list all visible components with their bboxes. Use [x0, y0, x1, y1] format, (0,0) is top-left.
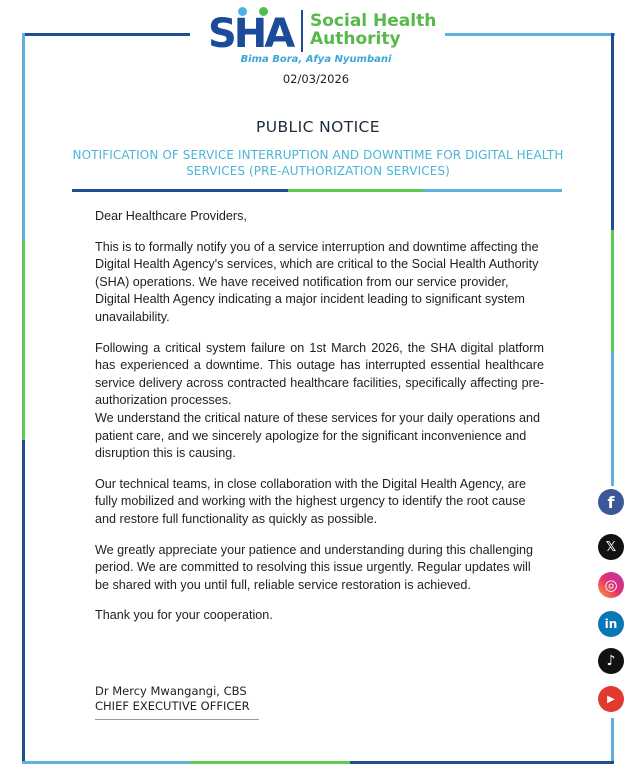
border-bottom-left — [22, 761, 190, 764]
border-bottom-mid — [190, 761, 350, 764]
paragraph: Our technical teams, in close collaboration with the Digital Health Agency, are fully mobilized and working with the highest urgency to identify the root cause and restore full functionality as quickly as possible. — [95, 476, 526, 526]
border-right-low — [611, 352, 614, 486]
signature-underline — [95, 719, 259, 720]
border-left-bottom — [22, 440, 25, 764]
tiktok-icon[interactable] — [598, 648, 624, 674]
linkedin-glyph: in — [604, 617, 618, 631]
divider-dark-blue — [72, 189, 288, 192]
signatory-name: Dr Mercy Mwangangi, CBS — [95, 684, 247, 698]
tagline: Bima Bora, Afya Nyumbani — [240, 54, 392, 65]
border-bottom-right — [350, 761, 614, 764]
x-icon[interactable] — [598, 534, 624, 560]
facebook-glyph: f — [607, 492, 615, 512]
paragraph: We greatly appreciate your patience and understanding during this challenging period. We are committed to resolving this issue urgently. Regular updates will be shared with you until full, reliable service restoration is achieved. — [95, 542, 534, 592]
org-name-line2: Authority — [310, 29, 401, 49]
logo-separator — [301, 10, 303, 52]
instagram-icon[interactable] — [598, 572, 624, 598]
paragraph: Following a critical system failure on 1st March 2026, the SHA digital platform has experienced a downtime. This outage has interrupted essential healthcare service delivery across contracted healthcare facilities, specifically affecting pre-authorization processes. — [95, 340, 544, 408]
closing: Thank you for your cooperation. — [95, 608, 273, 623]
border-right-bottom — [611, 718, 614, 764]
x-glyph: 𝕏 — [605, 539, 617, 555]
youtube-glyph: ▶ — [607, 693, 615, 705]
facebook-icon[interactable] — [598, 489, 624, 515]
linkedin-icon[interactable] — [598, 611, 624, 637]
page-title: PUBLIC NOTICE — [256, 118, 380, 136]
border-top-right — [445, 33, 615, 36]
border-left-mid — [22, 240, 25, 440]
signatory-title: CHIEF EXECUTIVE OFFICER — [95, 699, 250, 713]
youtube-icon[interactable] — [598, 686, 624, 712]
divider-green — [288, 189, 424, 192]
instagram-glyph: ◎ — [604, 576, 618, 594]
paragraph: We understand the critical nature of these services for your daily operations and patient care, and we sincerely apologize for the significant inconvenience and disruption this is causing. — [95, 410, 540, 461]
border-right-mid — [611, 230, 614, 352]
paragraph: This is to formally notify you of a service interruption and downtime affecting the Digital Health Agency's services, which are critical to the Social Health Authority (SHA) operations. We have received notification from our service provider, Digital Health Agency indicating a major incident leading to significant system unavailability. — [95, 239, 539, 324]
divider-light-blue — [424, 189, 562, 192]
org-name-line1: Social Health — [310, 11, 437, 31]
notice-date: 02/03/2026 — [282, 72, 350, 86]
notice-subtitle: NOTIFICATION OF SERVICE INTERRUPTION AND DOWNTIME FOR DIGITAL HEALTH SERVICES (PRE-AUTHORIZATION SERVICES) — [72, 148, 564, 178]
notice-body — [95, 208, 544, 635]
org-name — [310, 12, 436, 48]
tiktok-glyph: ♪ — [606, 653, 616, 669]
logo-wordmark: SHA — [208, 11, 293, 57]
salutation: Dear Healthcare Providers, — [95, 209, 247, 223]
sha-logo — [208, 4, 448, 57]
border-top-left — [22, 33, 190, 36]
